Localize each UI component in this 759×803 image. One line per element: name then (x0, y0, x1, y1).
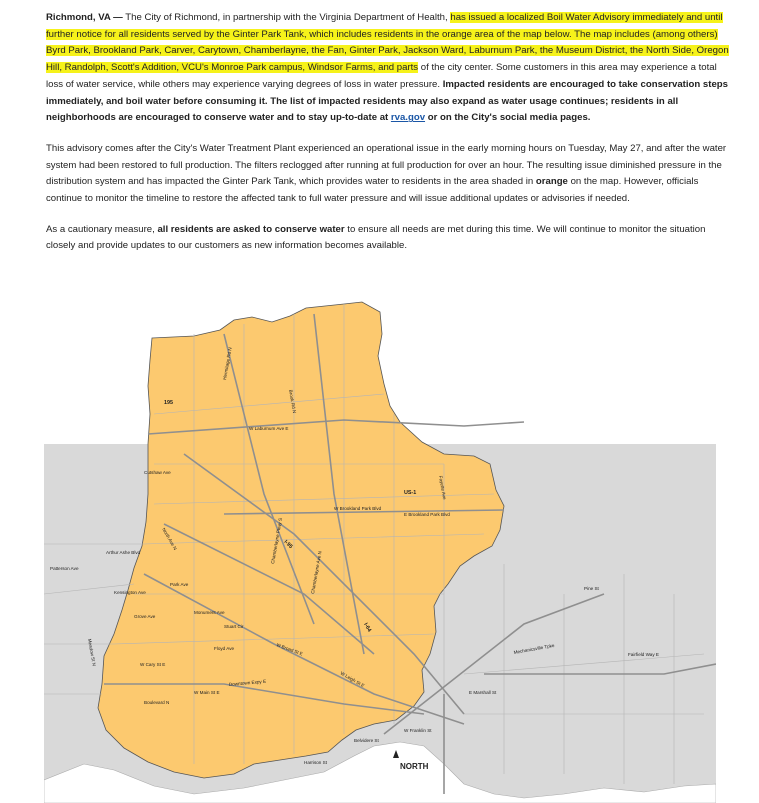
label-park: Park Ave (170, 582, 189, 587)
caution-text-2: to ensure all needs are met during this time. We will continue to monitor the situation closely and provide updates to our customers as new information becomes available. (46, 223, 706, 252)
label-fairfield: Fairfield Way E (628, 652, 659, 657)
label-arthur-ashe: Arthur Ashe Blvd (106, 550, 141, 555)
article-body (46, 10, 736, 269)
label-us1: US-1 (404, 490, 417, 496)
paragraph-caution (46, 222, 736, 255)
label-chamberlayne: Chamberlayne Ave N (310, 550, 323, 595)
label-broad: W Broad St E (275, 642, 304, 657)
label-mechanicsville: Mechanicsville Tpke (513, 642, 555, 655)
label-chamberlayne-pkwy: Chamberlayne Pkwy S (270, 517, 284, 565)
paragraph-cause (46, 141, 736, 208)
label-hermitage: Hermitage Rd N (222, 346, 233, 381)
label-main: W Main St E (194, 690, 220, 695)
label-laburnum: W Laburnum Ave E (249, 426, 289, 431)
label-marshall: E Marshall St (469, 690, 497, 695)
label-franklin: W Franklin St (404, 728, 432, 733)
conservation-notice-text: Impacted residents are encouraged to take conservation steps immediately, and boil water before consuming it. The list of impacted residents may also expand as water usage continues; residents in all neighborhoods are encouraged to conserve water and to stay up-to-date at (46, 78, 728, 124)
label-meadow: Meadow St N (87, 638, 97, 667)
label-cutshaw: Cutshaw Ave (144, 470, 171, 475)
advisory-tail: of the city center. Some customers in this area may experience a total loss of water service, while others may experience varying degrees of loss in water pressure. (46, 62, 717, 90)
label-brookland-e: E Brookland Park Blvd (404, 512, 450, 517)
map-svg (44, 294, 716, 803)
label-fayette: Fayette Ave (438, 475, 448, 500)
label-i64: I-64 (362, 622, 373, 634)
highlighted-advisory: has issued a localized Boil Water Advisory immediately and until further notice for all residents served by the Ginter Park Tank, which includes residents in the orange area of the map below. The map includes (among others) Byrd Park, Brookland Park, Carver, Carytown, Chamberlayne, the Fan, Ginter Park, Jackson Ward, Laburnum Park, the Museum District, the North Side, Oregon Hill, Randolph, Scott's Addition, VCU's Monroe Park campus, Windsor Farms, and parts (46, 12, 729, 74)
rva-gov-link[interactable]: rva.gov (390, 112, 426, 124)
label-monument: Monument Ave (194, 610, 225, 615)
cause-text-2: on the map. However, officials continue to monitor the timeline to restore the affected tank to full water pressure and will issue additional updates or advisories if needed. (46, 176, 699, 205)
label-pine: Pine St (584, 586, 599, 591)
label-brook: Brook Rd N (288, 389, 298, 414)
label-downtown: Downtown Expy E (228, 678, 267, 687)
label-harrison: Harrison St (304, 760, 327, 765)
cause-text-1: This advisory comes after the City's Water Treatment Plant experienced an operational issue in the early morning hours on Tuesday, May 27, and after the water system had been restored to full production. The filters reclogged after running at full production for over an hour. The resulting issue diminished pressure in the distribution system and has impacted the Ginter Park Tank, which provides water to residents in the area shaded in (46, 142, 727, 188)
label-leigh: W Leigh St E (339, 670, 366, 689)
north-label: NORTH (400, 762, 429, 771)
label-grove: Grove Ave (134, 614, 156, 619)
conservation-notice-end: or on the City's social media pages. (425, 112, 591, 124)
label-cary: W Cary St E (140, 662, 166, 667)
label-patterson: Patterson Ave (50, 566, 79, 571)
caution-bold: all residents are asked to conserve water (157, 223, 345, 235)
label-kensington: Kensington Ave (114, 590, 146, 595)
label-floyd: Floyd Ave (214, 646, 235, 651)
orange-word: orange (535, 176, 568, 188)
boil-water-map (44, 294, 716, 803)
label-stuart: Stuart Cir (224, 624, 244, 629)
label-belvidere: Belvidere St (354, 738, 379, 743)
caution-text-1: As a cautionary measure, (46, 223, 158, 235)
paragraph-advisory (46, 10, 736, 127)
label-i95: I-95 (282, 539, 294, 550)
label-north-ave: North Ave N (161, 527, 178, 551)
label-boulevard: Boulevard N (144, 700, 170, 705)
label-i195: 195 (164, 400, 173, 406)
label-brookland: W Brookland Park Blvd (334, 506, 382, 511)
dateline: Richmond, VA — (46, 12, 123, 23)
advisory-intro: The City of Richmond, in partnership with the Virginia Department of Health, (125, 12, 451, 23)
